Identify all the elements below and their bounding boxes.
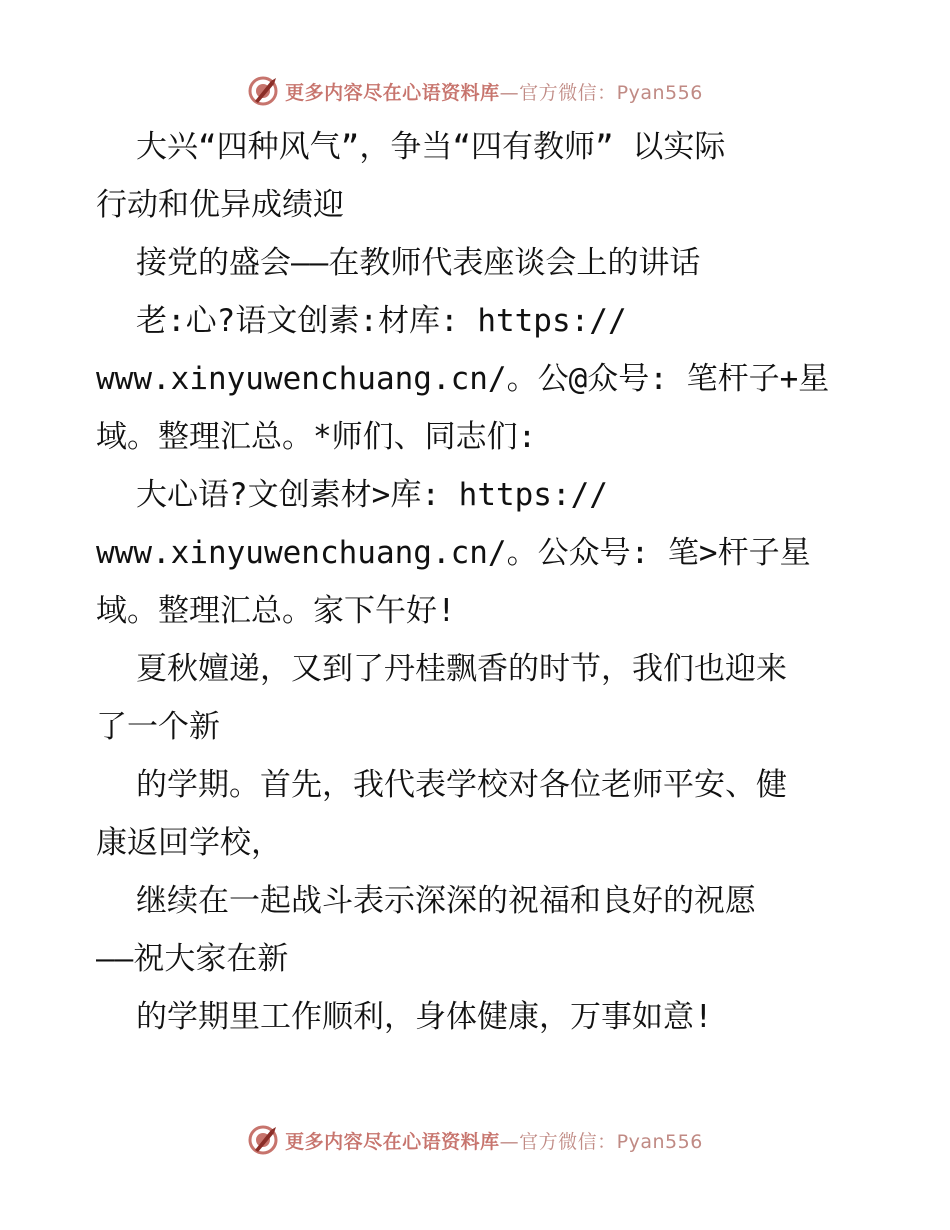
text-line: 康返回学校，	[96, 825, 282, 861]
text-line: www.xinyuwenchuang.cn/。公@众号: 笔杆子+星	[96, 361, 830, 397]
watermark-brand: 更多内容尽在心语资料库	[285, 81, 500, 104]
quill-seal-icon	[247, 1124, 279, 1156]
text-line: www.xinyuwenchuang.cn/。公众号: 笔>杆子星	[96, 535, 811, 571]
text-line: 大心语?文创素材>库: https://	[136, 477, 608, 513]
speech-body	[96, 118, 876, 1046]
text-line: 老:心?语文创素:材库: https://	[136, 303, 627, 339]
quill-seal-icon	[247, 75, 279, 107]
text-line: 的学期里工作顺利，身体健康，万事如意!	[136, 999, 713, 1035]
footer-watermark	[0, 1120, 950, 1160]
text-line: 接党的盛会——在教师代表座谈会上的讲话	[136, 245, 701, 281]
watermark-text	[285, 1127, 703, 1154]
text-line: 了一个新	[96, 709, 220, 745]
watermark-brand: 更多内容尽在心语资料库	[285, 1130, 500, 1153]
text-line: 大兴“四种风气”，争当“四有教师” 以实际	[136, 129, 726, 165]
watermark-contact: 官方微信：Pyan556	[519, 1130, 703, 1153]
watermark-separator: —	[499, 81, 520, 104]
header-watermark	[0, 71, 950, 111]
text-line: 的学期。首先，我代表学校对各位老师平安、健	[136, 767, 787, 803]
text-line: 行动和优异成绩迎	[96, 187, 344, 223]
text-line: ——祝大家在新	[96, 941, 289, 977]
watermark-contact: 官方微信：Pyan556	[519, 81, 703, 104]
text-line: 域。整理汇总。*师们、同志们:	[96, 419, 537, 455]
text-line: 域。整理汇总。家下午好!	[96, 593, 456, 629]
watermark-text	[285, 78, 703, 105]
watermark-separator: —	[499, 1130, 520, 1153]
text-line: 夏秋嬗递，又到了丹桂飘香的时节，我们也迎来	[136, 651, 787, 687]
text-line: 继续在一起战斗表示深深的祝福和良好的祝愿	[136, 883, 756, 919]
